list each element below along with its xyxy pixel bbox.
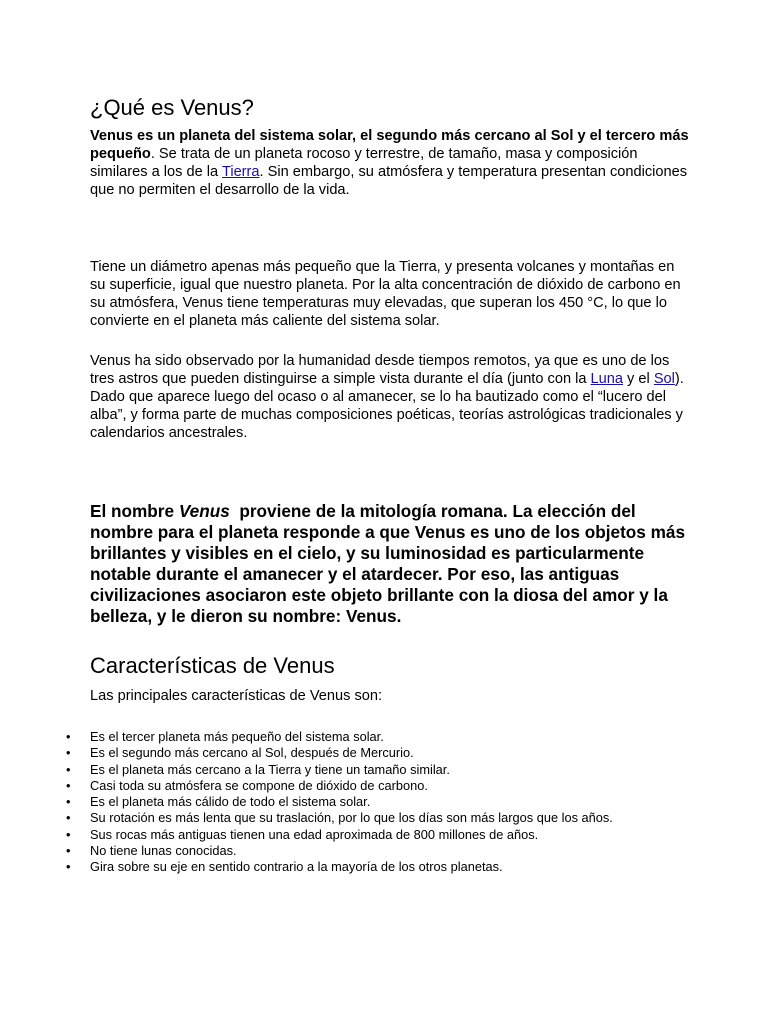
- section-title-que-es-venus: ¿Qué es Venus?: [90, 95, 254, 120]
- observation-text-b: y el: [623, 371, 654, 387]
- list-item-text: Gira sobre su eje en sentido contrario a la mayoría de los otros planetas.: [90, 859, 503, 875]
- observation-paragraph: [90, 352, 690, 442]
- bullet-icon: •: [66, 826, 71, 842]
- list-item-text: Sus rocas más antiguas tienen una edad aproximada de 800 millones de años.: [90, 826, 539, 842]
- bullet-icon: •: [66, 729, 71, 744]
- link-luna[interactable]: Luna: [590, 371, 623, 387]
- intro-text-a: . Se trata de un planeta rocoso y terrestre, de tamaño, masa y composición similares a los de la: [90, 146, 638, 180]
- list-item: [0, 762, 613, 778]
- intro-text-b: . Sin embargo, su atmósfera y temperatura presentan condiciones que no permiten el desarrollo de la vida.: [90, 164, 688, 198]
- bullet-icon: •: [66, 859, 71, 875]
- bullet-icon: •: [66, 810, 71, 826]
- link-tierra[interactable]: Tierra: [221, 164, 260, 180]
- list-item: [0, 827, 613, 843]
- bullet-icon: •: [66, 843, 71, 859]
- name-origin-text-b: proviene de la mitología romana. La elección del nombre para el planeta responde a que Venus es uno de los objetos más brillantes y visibles en el cielo, y su luminosidad es particularmente notable durante el amanecer y el atardecer. Por eso, las antiguas civilizaciones asociaron este objeto brillante con la diosa del amor y la belleza, y le dieron su nombre: Venus.: [90, 501, 690, 626]
- bullet-icon: •: [66, 777, 71, 793]
- bullet-icon: •: [66, 794, 71, 810]
- name-origin-paragraph: [90, 501, 690, 627]
- list-item-text: Es el planeta más cálido de todo el sistema solar.: [90, 794, 371, 810]
- list-item-text: No tiene lunas conocidas.: [90, 843, 237, 859]
- list-item: [0, 729, 613, 745]
- list-item: [0, 843, 613, 859]
- bullet-icon: •: [66, 761, 71, 777]
- list-item: [0, 810, 613, 826]
- name-origin-italic: Venus: [178, 501, 230, 521]
- diameter-text: Tiene un diámetro apenas más pequeño que la Tierra, y presenta volcanes y montañas en su superficie, igual que nuestro planeta. Por la alta concentración de dióxido de carbono en su atmósfera, Venus tiene temperaturas muy elevadas, que superan los 450 °C, lo que lo convierte en el planeta más caliente del sistema solar.: [90, 259, 681, 329]
- list-item-text: Es el segundo más cercano al Sol, después de Mercurio.: [90, 745, 414, 761]
- list-item: [0, 745, 613, 761]
- characteristics-intro: Las principales características de Venus son:: [90, 688, 383, 704]
- observation-text-c: ). Dado que aparece luego del ocaso o al amanecer, se lo ha bautizado como el “lucero del alba”, y forma parte de muchas composiciones poéticas, teorías astrológicas tradicionales y calendarios ancestrales.: [90, 371, 684, 441]
- list-item: [0, 859, 613, 875]
- list-item-text: Su rotación es más lenta que su traslación, por lo que los días son más largos que los años.: [90, 810, 613, 826]
- link-sol[interactable]: Sol: [653, 371, 675, 387]
- intro-paragraph: [90, 127, 690, 199]
- section-title-caracteristicas: Características de Venus: [90, 653, 335, 678]
- list-item-text: Es el planeta más cercano a la Tierra y tiene un tamaño similar.: [90, 761, 450, 777]
- list-item-text: Casi toda su atmósfera se compone de dióxido de carbono.: [90, 777, 428, 793]
- observation-text-a: Venus ha sido observado por la humanidad desde tiempos remotos, ya que es uno de los tres astros que pueden distinguirse a simple vista durante el día (junto con la: [90, 353, 670, 387]
- diameter-paragraph: [90, 258, 690, 330]
- intro-bold-text: Venus es un planeta del sistema solar, el segundo más cercano al Sol y el tercero más pequeño: [90, 128, 689, 162]
- list-item: [0, 794, 613, 810]
- list-item-text: Es el tercer planeta más pequeño del sistema solar.: [90, 729, 384, 744]
- characteristics-list: [0, 729, 613, 876]
- name-origin-text-a: El nombre: [90, 501, 179, 521]
- list-item: [0, 778, 613, 794]
- bullet-icon: •: [66, 745, 71, 761]
